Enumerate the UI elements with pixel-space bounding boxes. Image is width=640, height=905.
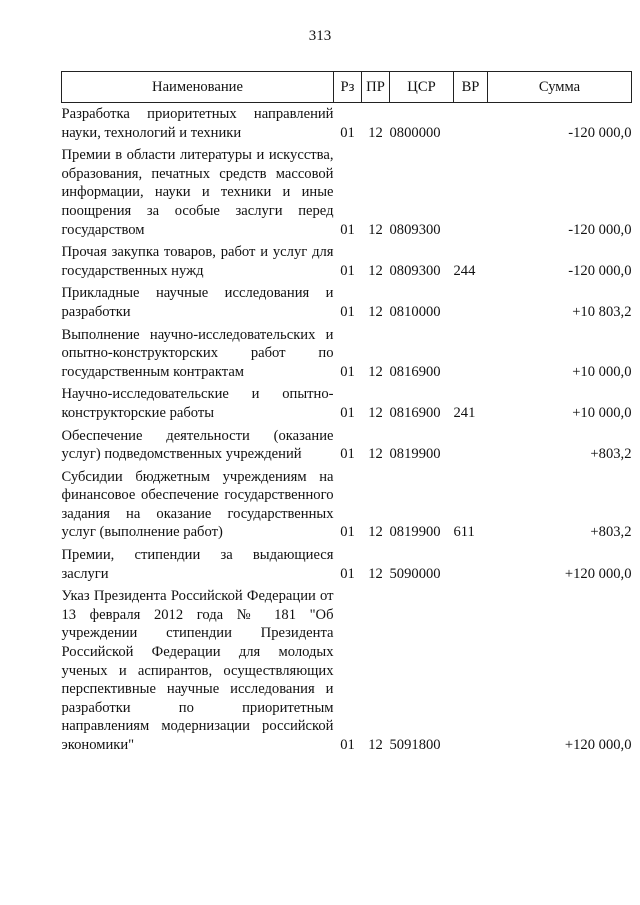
header-rz: Рз [334,72,362,103]
budget-table [61,71,632,759]
table-row [62,284,632,325]
row-name: Разработка приоритетных направлений науки, технологий и техники [61,106,334,141]
row-csr: 0819900 [389,524,441,541]
row-vr [454,587,488,758]
row-rz: 01 [340,404,355,421]
row-rz: 01 [340,524,355,541]
row-csr: 0816900 [389,363,441,380]
row-csr: 5091800 [389,737,441,753]
row-pr: 12 [368,262,383,279]
row-pr: 12 [368,446,383,463]
row-rz: 01 [340,303,355,320]
row-csr: 0816900 [389,404,441,421]
table-row [62,103,632,147]
row-name: Обеспечение деятельности (оказание услуг) подведомственных учреждений [61,427,334,463]
table-row [62,468,632,546]
header-csr: ЦСР [390,72,454,103]
row-pr: 12 [368,124,383,141]
row-pr: 12 [368,303,383,320]
row-rz: 01 [340,363,355,380]
row-sum: -120 000,0 [568,124,632,141]
row-sum: -120 000,0 [568,262,632,279]
table-body [62,103,632,759]
row-vr [454,284,488,325]
table-row [62,146,632,243]
row-vr: 244 [453,262,476,279]
row-vr [454,326,488,386]
row-sum: -120 000,0 [568,221,632,238]
row-rz: 01 [340,565,355,582]
row-sum: +120 000,0 [564,737,632,753]
header-name: Наименование [62,72,334,103]
row-pr: 12 [368,737,383,753]
row-vr: 241 [453,404,476,421]
row-pr: 12 [368,363,383,380]
row-sum: +120 000,0 [564,565,632,582]
row-csr: 0819900 [389,446,441,463]
row-name: Прикладные научные исследования и разработки [61,285,334,320]
row-vr [454,146,488,243]
row-sum: +10 000,0 [572,404,632,421]
row-pr: 12 [368,524,383,541]
row-sum: +803,2 [590,524,632,541]
table-row [62,587,632,758]
row-pr: 12 [368,565,383,582]
row-name: Премии, стипендии за выдающиеся заслуги [61,547,334,582]
row-vr [454,103,488,147]
row-rz: 01 [340,737,355,753]
row-pr: 12 [368,221,383,238]
row-name: Субсидии бюджетным учреждениям на финансовое обеспечение государственного задания на оказание государственных услуг (выполнение работ) [61,468,334,541]
header-vr: ВР [454,72,488,103]
row-rz: 01 [340,446,355,463]
row-rz: 01 [340,262,355,279]
row-csr: 0810000 [389,303,441,320]
row-sum: +10 803,2 [572,303,632,320]
row-csr: 0809300 [389,221,441,238]
row-name: Указ Президента Российской Федерации от 13 февраля 2012 года № 181 "Об учреждении стипендии Президента Российской Федерации для молодых ученых и аспирантов, осуществляющих перспективные научные исследования и разработки по приоритетным направлениям модернизации российской экономики" [61,588,334,753]
row-vr [454,546,488,587]
row-csr: 0809300 [389,262,441,279]
row-rz: 01 [340,221,355,238]
table-row [62,326,632,386]
row-pr: 12 [368,404,383,421]
row-sum: +803,2 [590,446,632,463]
row-vr [454,427,488,468]
row-sum: +10 000,0 [572,363,632,380]
header-pr: ПР [362,72,390,103]
row-csr: 5090000 [389,565,441,582]
table-row [62,546,632,587]
row-csr: 0800000 [389,124,441,141]
table-header [62,72,632,103]
row-name: Научно-исследовательские и опытно-конструкторские работы [61,386,334,421]
row-vr: 611 [453,524,475,541]
row-name: Премии в области литературы и искусства, образования, печатных средств массовой информации, науки и техники и иные поощрения за особые заслуги перед государством [61,147,334,238]
row-rz: 01 [340,124,355,141]
page-number: 313 [308,28,332,44]
header-sum: Сумма [488,72,632,103]
table-row [62,427,632,468]
table-row [62,385,632,426]
row-name: Прочая закупка товаров, работ и услуг для государственных нужд [61,244,334,279]
row-name: Выполнение научно-исследовательских и опытно-конструкторских работ по государственным контрактам [61,326,334,380]
table-row [62,243,632,284]
